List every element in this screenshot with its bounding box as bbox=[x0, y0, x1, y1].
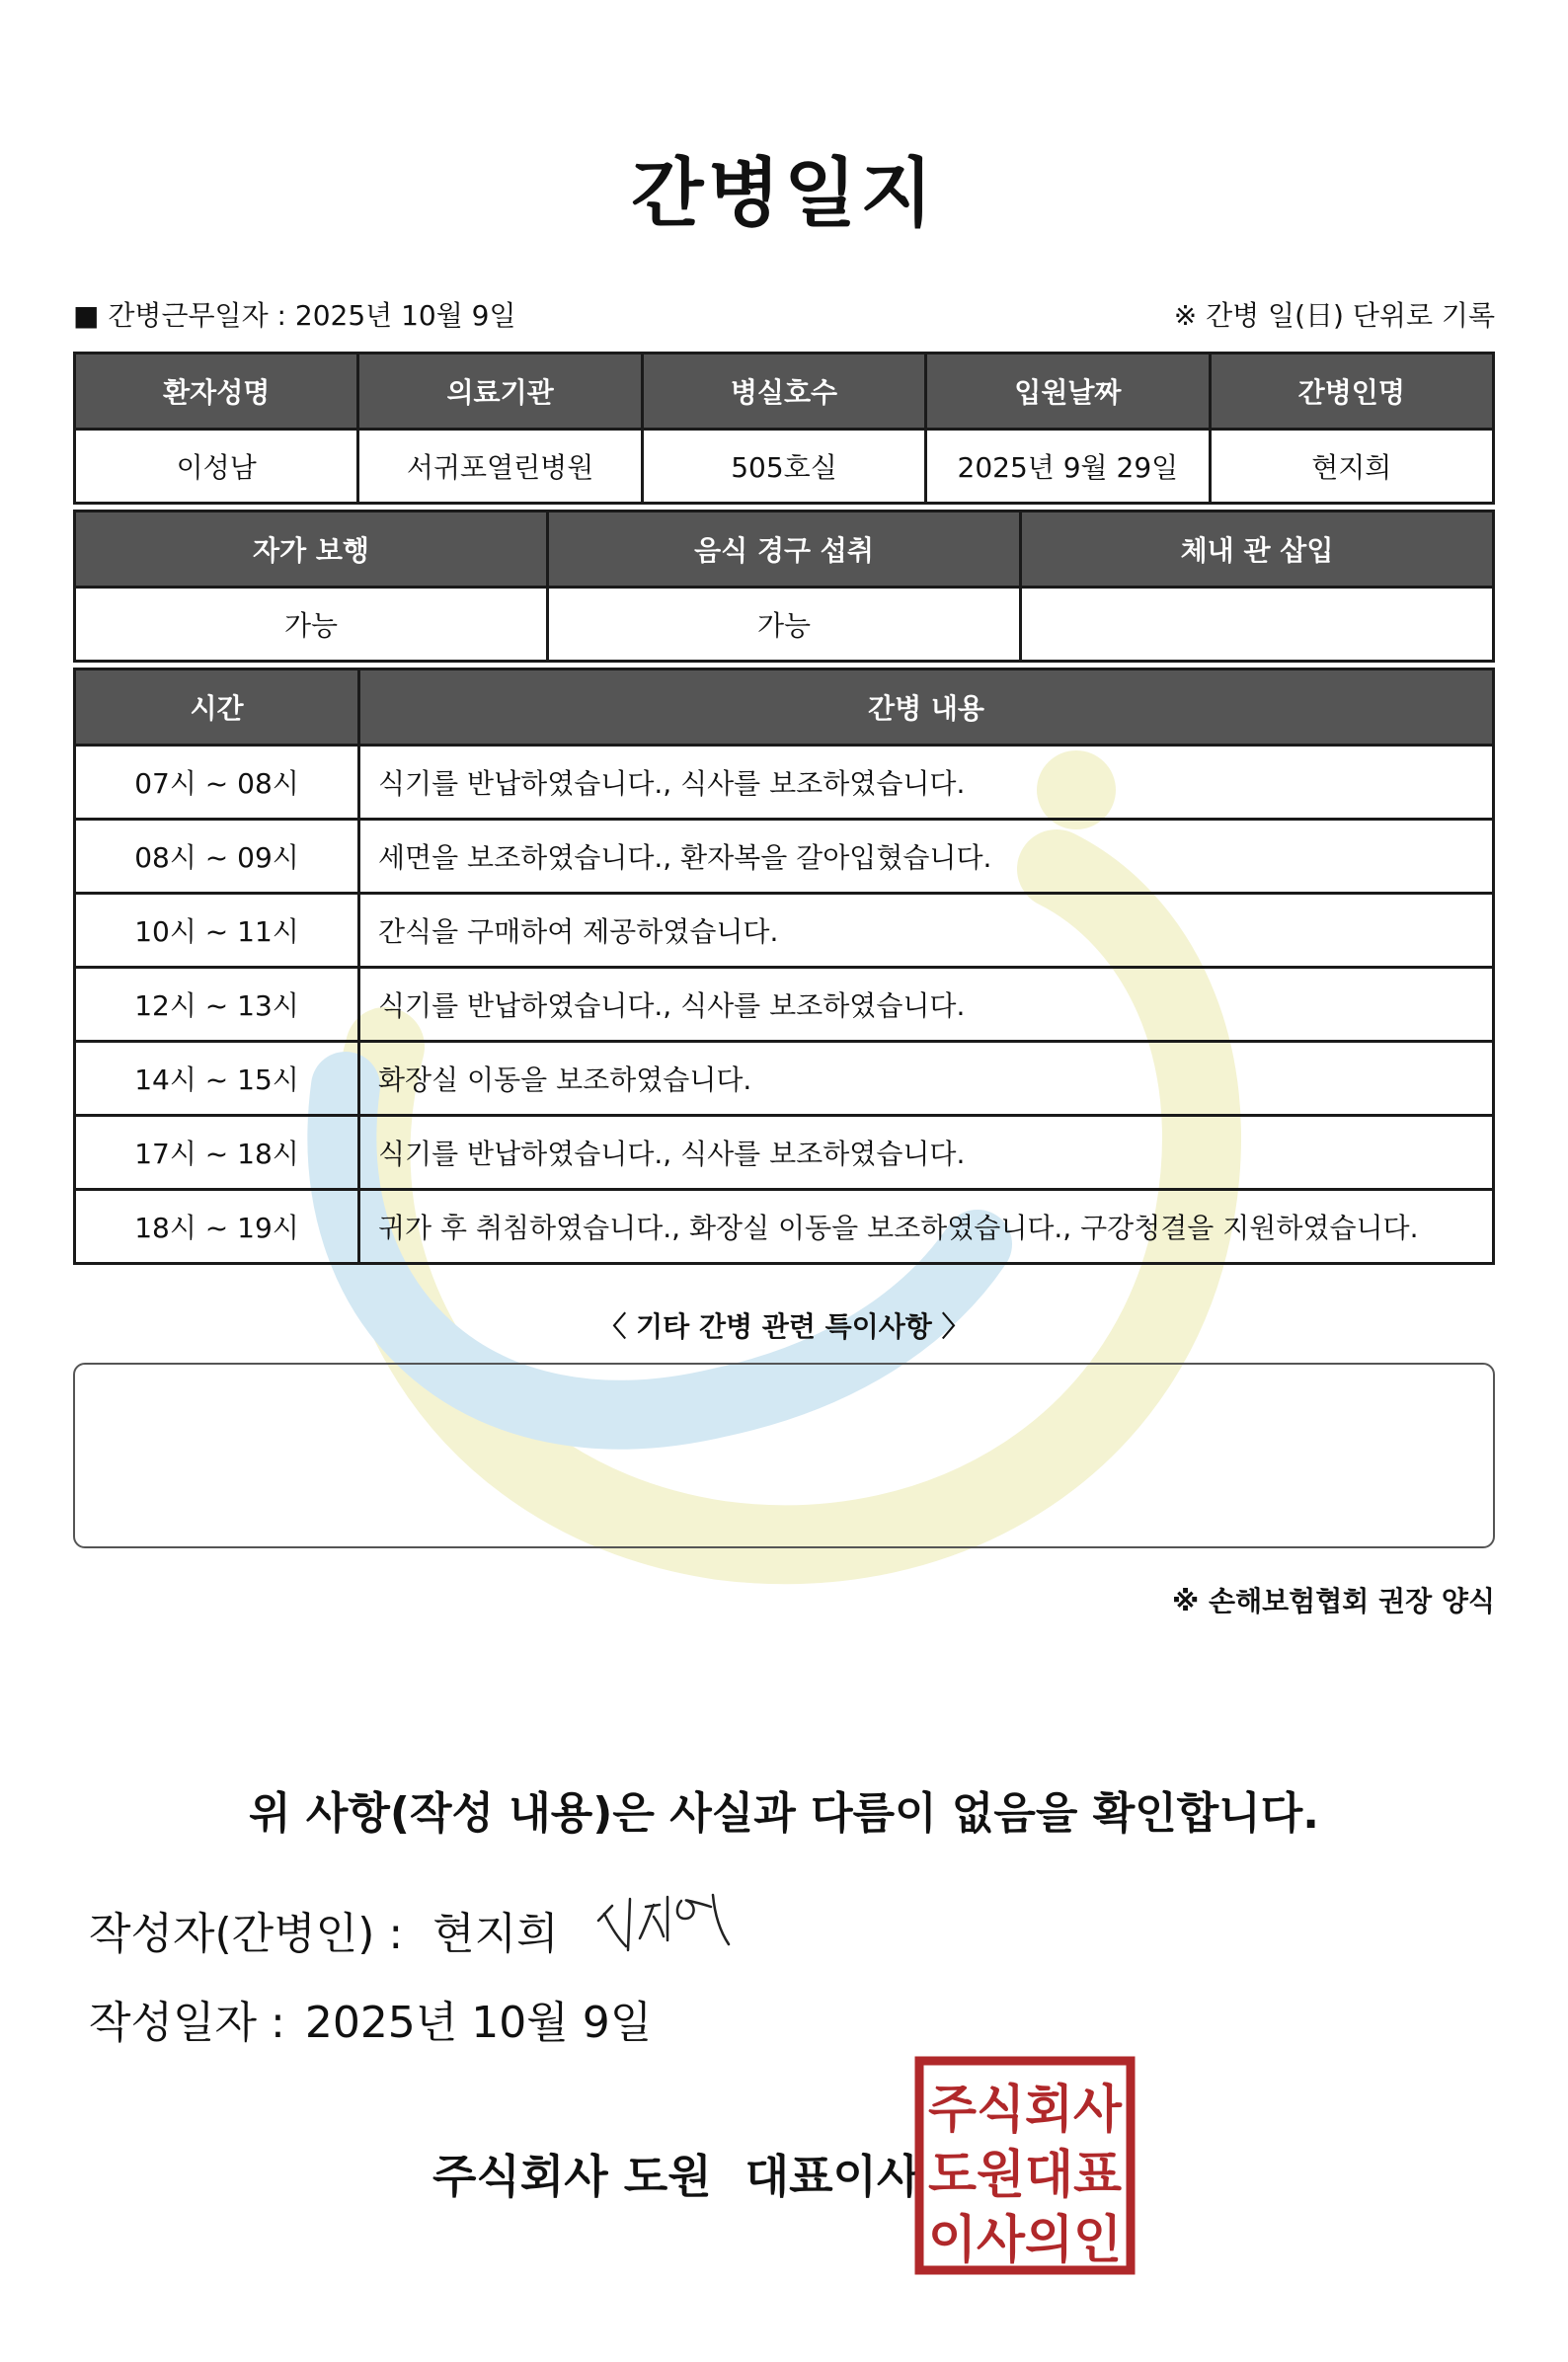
header-patient-name: 환자성명 bbox=[75, 354, 358, 430]
log-content: 식기를 반납하였습니다., 식사를 보조하였습니다. bbox=[359, 968, 1494, 1042]
writer-label: 작성자(간병인) : bbox=[89, 1909, 404, 1959]
log-content: 간식을 구매하여 제공하였습니다. bbox=[359, 894, 1494, 968]
table-row bbox=[75, 1116, 1494, 1190]
company-line bbox=[432, 2141, 920, 2206]
table-row bbox=[75, 1042, 1494, 1116]
header-self-walking: 자가 보행 bbox=[75, 512, 548, 588]
caregiver-name: 현지희 bbox=[1210, 430, 1493, 504]
header-time: 시간 bbox=[75, 669, 359, 746]
self-walking-value: 가능 bbox=[75, 588, 548, 662]
work-date-label: ■ 간병근무일자 : bbox=[73, 299, 286, 332]
oral-intake-value: 가능 bbox=[548, 588, 1021, 662]
log-content: 화장실 이동을 보조하였습니다. bbox=[359, 1042, 1494, 1116]
table-row bbox=[75, 1190, 1494, 1264]
remarks-title: 〈 기타 간병 관련 특이사항 〉 bbox=[598, 1310, 970, 1343]
log-time: 10시 ~ 11시 bbox=[75, 894, 359, 968]
table-row bbox=[75, 430, 1494, 504]
table-header-row bbox=[75, 512, 1494, 588]
log-time: 08시 ~ 09시 bbox=[75, 820, 359, 894]
company-seal-stamp bbox=[914, 2056, 1136, 2275]
confirmation-statement: 위 사항(작성 내용)은 사실과 다름이 없음을 확인합니다. bbox=[249, 1788, 1319, 1839]
patient-info-table bbox=[73, 352, 1495, 505]
representative-title: 대표이사 bbox=[745, 2150, 921, 2203]
written-date-line bbox=[89, 1987, 652, 2050]
writer-name: 현지희 bbox=[432, 1909, 559, 1959]
svg-text:도원대표: 도원대표 bbox=[928, 2146, 1122, 2205]
writer-line bbox=[89, 1898, 559, 1961]
log-time: 12시 ~ 13시 bbox=[75, 968, 359, 1042]
log-time: 07시 ~ 08시 bbox=[75, 746, 359, 820]
table-row bbox=[75, 894, 1494, 968]
table-row bbox=[75, 588, 1494, 662]
format-note: ※ 손해보험협회 권장 양식 bbox=[1172, 1585, 1495, 1617]
handwritten-signature bbox=[590, 1881, 748, 1960]
log-content: 세면을 보조하였습니다., 환자복을 갈아입혔습니다. bbox=[359, 820, 1494, 894]
header-oral-intake: 음식 경구 섭취 bbox=[548, 512, 1021, 588]
written-date-label: 작성일자 : bbox=[89, 1998, 285, 2048]
table-header-row bbox=[75, 669, 1494, 746]
hospital-name: 서귀포열린병원 bbox=[358, 430, 642, 504]
header-room: 병실호수 bbox=[642, 354, 925, 430]
work-date-value: 2025년 10월 9일 bbox=[294, 299, 516, 332]
header-hospital: 의료기관 bbox=[358, 354, 642, 430]
log-time: 14시 ~ 15시 bbox=[75, 1042, 359, 1116]
patient-name: 이성남 bbox=[75, 430, 358, 504]
tube-insertion-value bbox=[1021, 588, 1494, 662]
header-tube-insertion: 체내 관 삽입 bbox=[1021, 512, 1494, 588]
table-row bbox=[75, 820, 1494, 894]
table-header-row bbox=[75, 354, 1494, 430]
header-admission-date: 입원날짜 bbox=[926, 354, 1210, 430]
work-date bbox=[73, 294, 516, 334]
log-content: 식기를 반납하였습니다., 식사를 보조하였습니다. bbox=[359, 746, 1494, 820]
svg-text:이사의인: 이사의인 bbox=[928, 2211, 1122, 2270]
log-time: 18시 ~ 19시 bbox=[75, 1190, 359, 1264]
log-time: 17시 ~ 18시 bbox=[75, 1116, 359, 1190]
patient-status-table bbox=[73, 510, 1495, 663]
document-title: 간병일지 bbox=[631, 149, 937, 237]
header-caregiver: 간병인명 bbox=[1210, 354, 1493, 430]
room-number: 505호실 bbox=[642, 430, 925, 504]
written-date-value: 2025년 10월 9일 bbox=[304, 1998, 653, 2048]
table-row bbox=[75, 968, 1494, 1042]
record-unit-note: ※ 간병 일(日) 단위로 기록 bbox=[1173, 299, 1495, 332]
remarks-box bbox=[73, 1363, 1495, 1548]
header-care-content: 간병 내용 bbox=[359, 669, 1494, 746]
company-name: 주식회사 도원 bbox=[432, 2150, 712, 2203]
log-content: 귀가 후 취침하였습니다., 화장실 이동을 보조하였습니다., 구강청결을 지원하였습니다. bbox=[359, 1190, 1494, 1264]
log-content: 식기를 반납하였습니다., 식사를 보조하였습니다. bbox=[359, 1116, 1494, 1190]
table-row bbox=[75, 746, 1494, 820]
svg-text:주식회사: 주식회사 bbox=[928, 2081, 1123, 2140]
admission-date: 2025년 9월 29일 bbox=[926, 430, 1210, 504]
care-log-table bbox=[73, 668, 1495, 1265]
